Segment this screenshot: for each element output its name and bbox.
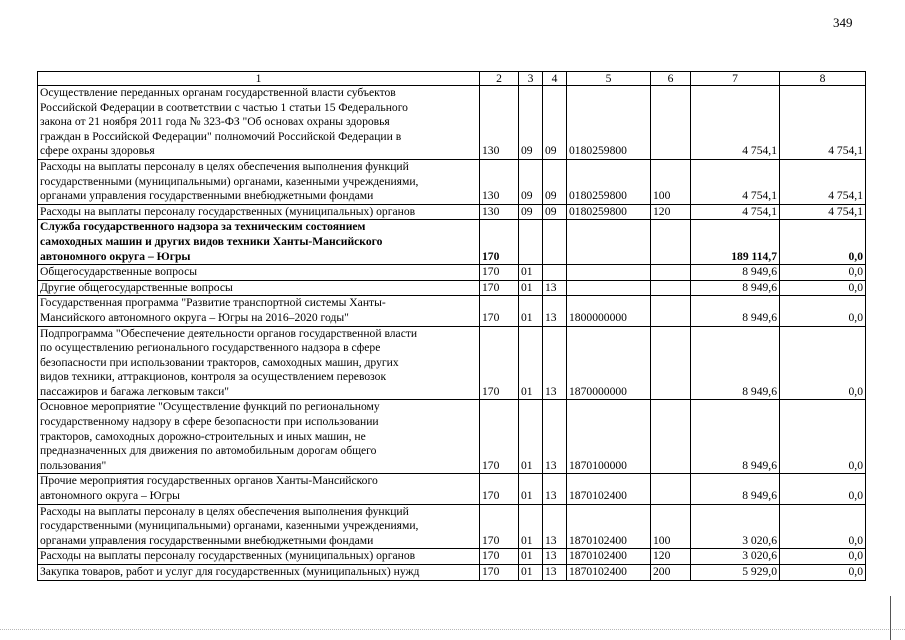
description-line: Основное мероприятие "Осуществление функций по региональному [40,400,380,414]
cell-amount-col8: 0,0 [780,504,866,549]
description-line: государственными (муниципальными) органами, казенными учреждениями, [40,519,419,533]
cell-admin-code: 170 [480,400,519,474]
description-line: Закупка товаров, работ и услуг для государственных (муниципальных) нужд [40,565,420,578]
cell-target-article: 1800000000 [567,296,651,326]
description-line: Расходы на выплаты персоналу в целях обеспечения выполнения функций [40,159,409,173]
cell-admin-code: 170 [480,220,519,265]
cell-amount-col7: 189 114,7 [691,220,780,265]
cell-target-article: 1870100000 [567,400,651,474]
cell-section: 01 [519,400,543,474]
description-line: Расходы на выплаты персоналу в целях обеспечения выполнения функций [40,504,409,518]
scan-artifact-line [0,629,905,630]
cell-admin-code: 170 [480,326,519,400]
cell-section: 01 [519,280,543,296]
column-header: 4 [543,72,567,86]
cell-target-article [567,280,651,296]
row-description [38,504,480,549]
table-row [38,265,866,281]
row-description [38,400,480,474]
cell-expense-type: 120 [651,204,691,220]
cell-amount-col7: 4 754,1 [691,204,780,220]
row-description [38,159,480,204]
cell-amount-col7: 4 754,1 [691,159,780,204]
cell-expense-type [651,220,691,265]
column-header: 1 [38,72,480,86]
cell-target-article: 1870102400 [567,474,651,504]
cell-admin-code: 170 [480,549,519,565]
cell-subsection: 13 [543,296,567,326]
cell-expense-type [651,474,691,504]
cell-amount-col8: 4 754,1 [780,204,866,220]
description-line: по осуществлению регионального государственного надзора в сфере [40,341,381,355]
cell-amount-col8: 0,0 [780,474,866,504]
description-line: Мансийского автономного округа – Югры на 2016–2020 годы" [40,310,349,324]
cell-admin-code: 130 [480,86,519,160]
row-description [38,296,480,326]
cell-target-article: 0180259800 [567,204,651,220]
cell-subsection: 09 [543,86,567,160]
cell-subsection: 13 [543,280,567,296]
cell-subsection: 13 [543,326,567,400]
cell-admin-code: 170 [480,280,519,296]
cell-target-article [567,265,651,281]
column-header: 5 [567,72,651,86]
description-line: автономного округа – Югры [40,249,191,263]
cell-amount-col8: 0,0 [780,220,866,265]
cell-admin-code: 170 [480,265,519,281]
description-line: Подпрограмма "Обеспечение деятельности органов государственной власти [40,326,418,340]
table-row [38,400,866,474]
cell-expense-type: 100 [651,159,691,204]
cell-expense-type: 120 [651,549,691,565]
cell-expense-type [651,296,691,326]
page-number: 349 [833,15,853,30]
cell-subsection: 13 [543,504,567,549]
cell-amount-col7: 3 020,6 [691,549,780,565]
column-header: 7 [691,72,780,86]
cell-target-article: 0180259800 [567,86,651,160]
cell-amount-col8: 0,0 [780,549,866,565]
row-description [38,549,480,565]
description-line: пассажиров и багажа легковым такси" [40,384,230,398]
table-row [38,474,866,504]
description-line: тракторов, самоходных дорожно-строительных и иных машин, не [40,429,366,443]
cell-target-article: 1870102400 [567,504,651,549]
cell-section: 09 [519,86,543,160]
description-line: Российской Федерации в соответствии с частью 1 статьи 15 Федерального [40,100,408,114]
table-row [38,326,866,400]
column-header: 6 [651,72,691,86]
row-description [38,474,480,504]
cell-section: 01 [519,326,543,400]
description-line: самоходных машин и других видов техники Ханты-Мансийского [40,234,383,248]
cell-section: 01 [519,565,543,581]
cell-expense-type [651,86,691,160]
cell-target-article: 1870000000 [567,326,651,400]
description-line: Осуществление переданных органам государственной власти субъектов [40,86,396,99]
cell-amount-col8: 0,0 [780,296,866,326]
description-line: органами управления государственными внебюджетными фондами [40,189,374,203]
description-line: государственными (муниципальными) органами, казенными учреждениями, [40,174,419,188]
table-row [38,280,866,296]
cell-admin-code: 170 [480,474,519,504]
row-description [38,86,480,160]
row-description [38,265,480,281]
cell-amount-col8: 0,0 [780,326,866,400]
cell-section: 01 [519,549,543,565]
row-description [38,565,480,581]
cell-amount-col8: 0,0 [780,400,866,474]
cell-target-article: 1870102400 [567,549,651,565]
cell-expense-type [651,280,691,296]
cell-admin-code: 170 [480,565,519,581]
description-line: Другие общегосударственные вопросы [40,280,233,294]
description-line: Служба государственного надзора за техническим состоянием [40,220,366,234]
column-header: 3 [519,72,543,86]
cell-amount-col7: 8 949,6 [691,474,780,504]
table-row [38,220,866,265]
cell-admin-code: 130 [480,204,519,220]
cell-expense-type [651,326,691,400]
cell-amount-col8: 0,0 [780,565,866,581]
cell-target-article [567,220,651,265]
cell-target-article: 1870102400 [567,565,651,581]
cell-amount-col7: 8 949,6 [691,296,780,326]
description-line: предназначенных для движения по автомобильным дорогам общего [40,444,377,458]
cell-amount-col7: 4 754,1 [691,86,780,160]
row-description [38,220,480,265]
row-description [38,326,480,400]
cell-subsection [543,265,567,281]
cell-expense-type: 200 [651,565,691,581]
description-line: граждан в Российской Федерации" полномочий Российской Федерации в [40,129,402,143]
cell-subsection: 13 [543,474,567,504]
table-body [38,86,866,581]
cell-amount-col8: 0,0 [780,280,866,296]
table-row [38,86,866,160]
cell-admin-code: 170 [480,296,519,326]
cell-section [519,220,543,265]
cell-section: 01 [519,474,543,504]
cell-section: 01 [519,296,543,326]
cell-subsection: 13 [543,565,567,581]
description-line: Расходы на выплаты персоналу государственных (муниципальных) органов [40,549,416,563]
cell-amount-col8: 0,0 [780,265,866,281]
budget-table [37,71,866,581]
table-row [38,504,866,549]
description-line: Общегосударственные вопросы [40,265,198,279]
description-line: безопасности при использовании тракторов, самоходных машин, других [40,355,399,369]
description-line: государственному надзору в сфере безопасности при использовании [40,415,379,429]
cell-section: 09 [519,204,543,220]
cell-subsection: 09 [543,159,567,204]
table-header-row [38,72,866,86]
description-line: сфере охраны здоровья [40,144,155,158]
cell-admin-code: 130 [480,159,519,204]
cell-section: 01 [519,265,543,281]
description-line: Прочие мероприятия государственных органов Ханты-Мансийского [40,474,378,488]
table-row [38,565,866,581]
cell-subsection: 13 [543,549,567,565]
column-header: 2 [480,72,519,86]
cell-amount-col7: 5 929,0 [691,565,780,581]
cell-admin-code: 170 [480,504,519,549]
description-line: видов техники, аттракционов, контроля за осуществлением перевозок [40,370,387,384]
cell-amount-col7: 3 020,6 [691,504,780,549]
row-description [38,280,480,296]
description-line: пользования" [40,458,107,472]
cell-subsection: 09 [543,204,567,220]
row-description [38,204,480,220]
cell-subsection: 13 [543,400,567,474]
table-row [38,204,866,220]
cell-amount-col7: 8 949,6 [691,400,780,474]
description-line: органами управления государственными внебюджетными фондами [40,533,374,547]
description-line: Расходы на выплаты персоналу государственных (муниципальных) органов [40,204,416,218]
cell-amount-col8: 4 754,1 [780,86,866,160]
cell-expense-type [651,265,691,281]
table-row [38,159,866,204]
cell-expense-type [651,400,691,474]
cell-amount-col7: 8 949,6 [691,280,780,296]
scan-artifact-bar [890,596,891,640]
cell-subsection [543,220,567,265]
description-line: Государственная программа "Развитие транспортной системы Ханты- [40,296,386,310]
cell-amount-col7: 8 949,6 [691,326,780,400]
cell-section: 09 [519,159,543,204]
cell-amount-col8: 4 754,1 [780,159,866,204]
column-header: 8 [780,72,866,86]
cell-amount-col7: 8 949,6 [691,265,780,281]
description-line: закона от 21 ноября 2011 года № 323-ФЗ "Об основах охраны здоровья [40,115,390,129]
table-row [38,296,866,326]
cell-section: 01 [519,504,543,549]
cell-expense-type: 100 [651,504,691,549]
table-row [38,549,866,565]
description-line: автономного округа – Югры [40,489,180,503]
cell-target-article: 0180259800 [567,159,651,204]
